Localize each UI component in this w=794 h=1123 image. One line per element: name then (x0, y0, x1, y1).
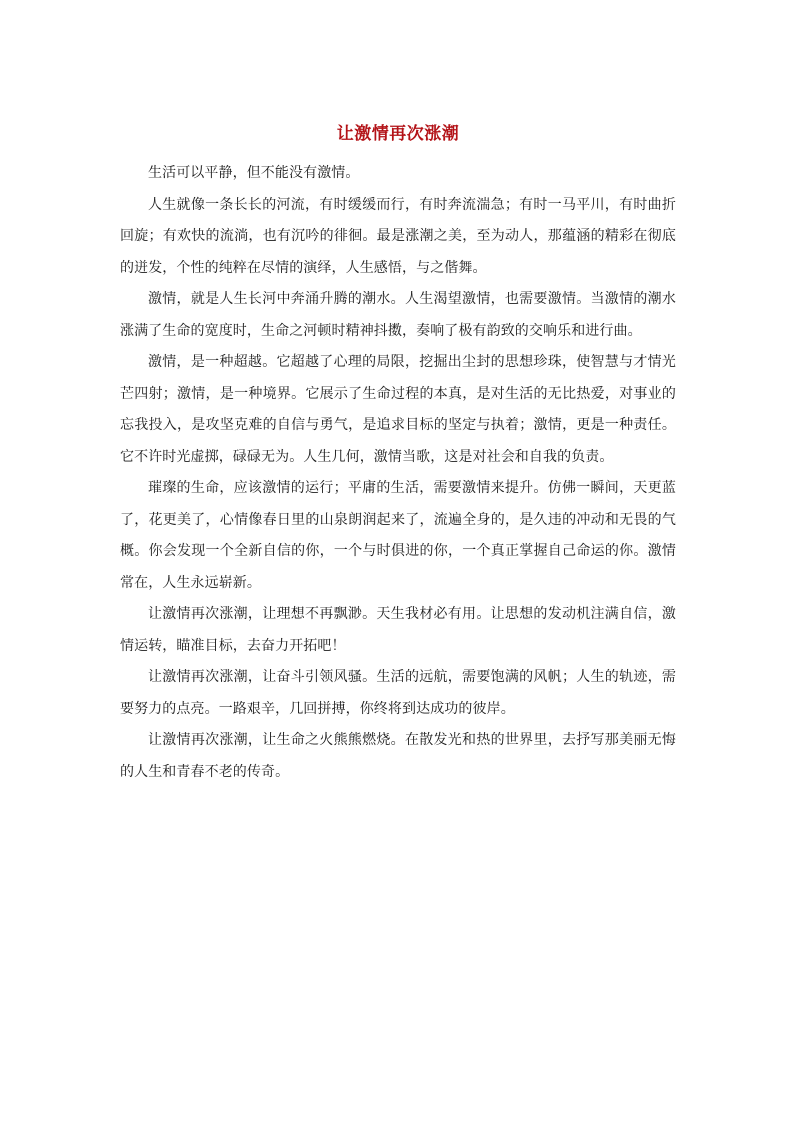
document-title: 让激情再次涨潮 (336, 124, 460, 144)
paragraph-6: 让激情再次涨潮，让理想不再飘渺。天生我材必有用。让思想的发动机注满自信，激情运转，瞄准目标，去奋力开拓吧！ (120, 606, 676, 654)
paragraph-2: 人生就像一条长长的河流，有时缓缓而行，有时奔流湍急；有时一马平川，有时曲折回旋；有欢快的流淌，也有沉吟的徘徊。最是涨潮之美，至为动人，那蕴涵的精彩在彻底的迸发，个性的纯粹在尽情的演绎，人生感悟，与之偕舞。 (120, 196, 676, 276)
paragraph-7: 让激情再次涨潮，让奋斗引领风骚。生活的远航，需要饱满的风帆；人生的轨迹，需要努力的点亮。一路艰辛，几回拼搏，你终将到达成功的彼岸。 (120, 669, 676, 717)
paragraph-5: 璀璨的生命，应该激情的运行；平庸的生活，需要激情来提升。仿佛一瞬间，天更蓝了，花更美了，心情像春日里的山泉朗润起来了，流遍全身的，是久违的冲动和无畏的气概。你会发现一个全新自信的你，一个与时俱进的你，一个真正掌握自己命运的你。激情常在，人生永远崭新。 (120, 480, 676, 591)
paragraph-3: 激情，就是人生长河中奔涌升腾的潮水。人生渴望激情，也需要激情。当激情的潮水涨满了生命的宽度时，生命之河顿时精神抖擞，奏响了极有韵致的交响乐和进行曲。 (120, 291, 676, 339)
document-body (120, 122, 676, 788)
paragraph-8: 让激情再次涨潮，让生命之火熊熊燃烧。在散发光和热的世界里，去抒写那美丽无悔的人生和青春不老的传奇。 (120, 732, 676, 780)
paragraph-1: 生活可以平静，但不能没有激情。 (148, 165, 360, 181)
paragraph-4: 激情，是一种超越。它超越了心理的局限，挖掘出尘封的思想珍珠，使智慧与才情光芒四射；激情，是一种境界。它展示了生命过程的本真，是对生活的无比热爱，对事业的忘我投入，是攻坚克难的自信与勇气，是追求目标的坚定与执着；激情，更是一种责任。它不许时光虚掷，碌碌无为。人生几何，激情当歌，这是对社会和自我的负责。 (120, 354, 676, 465)
